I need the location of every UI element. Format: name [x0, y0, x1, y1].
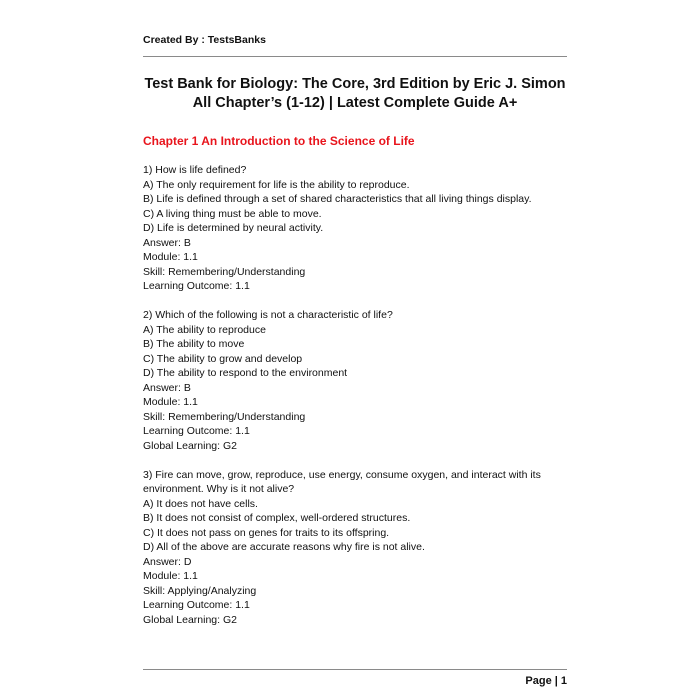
- title-line-1: Test Bank for Biology: The Core, 3rd Edition by Eric J. Simon: [144, 76, 566, 92]
- module: Module: 1.1: [143, 570, 198, 582]
- option-b: B) It does not consist of complex, well-ordered structures.: [143, 512, 411, 524]
- learning-outcome: Learning Outcome: 1.1: [143, 599, 250, 611]
- question-stem-line-2: environment. Why is it not alive?: [143, 483, 295, 495]
- option-c: C) It does not pass on genes for traits to its offspring.: [143, 526, 390, 539]
- option-b: B) The ability to move: [143, 338, 245, 350]
- skill: Skill: Applying/Analyzing: [143, 584, 257, 597]
- option-d: D) Life is determined by neural activity.: [143, 222, 324, 234]
- answer: Answer: B: [143, 381, 191, 394]
- option-a: A) It does not have cells.: [143, 497, 258, 510]
- created-by-header: Created By : TestsBanks: [143, 34, 266, 46]
- answer: Answer: D: [143, 555, 192, 568]
- global-learning: Global Learning: G2: [143, 439, 237, 452]
- skill: Skill: Remembering/Understanding: [143, 410, 306, 423]
- question-stem-line-1: 3) Fire can move, grow, reproduce, use energy, consume oxygen, and interact with its: [143, 468, 541, 481]
- option-d: D) The ability to respond to the environment: [143, 367, 348, 379]
- global-learning: Global Learning: G2: [143, 613, 237, 626]
- question-3: [143, 468, 567, 628]
- title-line-2: All Chapter’s (1-12) | Latest Complete Guide A+: [192, 95, 518, 111]
- option-c: C) A living thing must be able to move.: [143, 207, 322, 220]
- option-a: A) The only requirement for life is the ability to reproduce.: [143, 178, 410, 191]
- learning-outcome: Learning Outcome: 1.1: [143, 425, 250, 437]
- chapter-heading: Chapter 1 An Introduction to the Science of Life: [143, 134, 415, 148]
- option-d: D) All of the above are accurate reasons why fire is not alive.: [143, 541, 425, 553]
- answer: Answer: B: [143, 236, 191, 249]
- module: Module: 1.1: [143, 396, 198, 408]
- option-c: C) The ability to grow and develop: [143, 352, 303, 365]
- option-a: A) The ability to reproduce: [143, 323, 266, 336]
- skill: Skill: Remembering/Understanding: [143, 265, 306, 278]
- page-number: Page | 1: [525, 675, 567, 687]
- footer-divider: [143, 669, 567, 670]
- question-2: [143, 308, 567, 453]
- question-1: [143, 163, 567, 294]
- question-list: [143, 163, 567, 642]
- question-stem: 1) How is life defined?: [143, 164, 247, 176]
- module: Module: 1.1: [143, 251, 198, 263]
- document-title: [143, 75, 567, 113]
- learning-outcome: Learning Outcome: 1.1: [143, 280, 250, 292]
- header-divider: [143, 56, 567, 57]
- question-stem: 2) Which of the following is not a characteristic of life?: [143, 309, 393, 321]
- option-b: B) Life is defined through a set of shared characteristics that all living things display.: [143, 193, 532, 205]
